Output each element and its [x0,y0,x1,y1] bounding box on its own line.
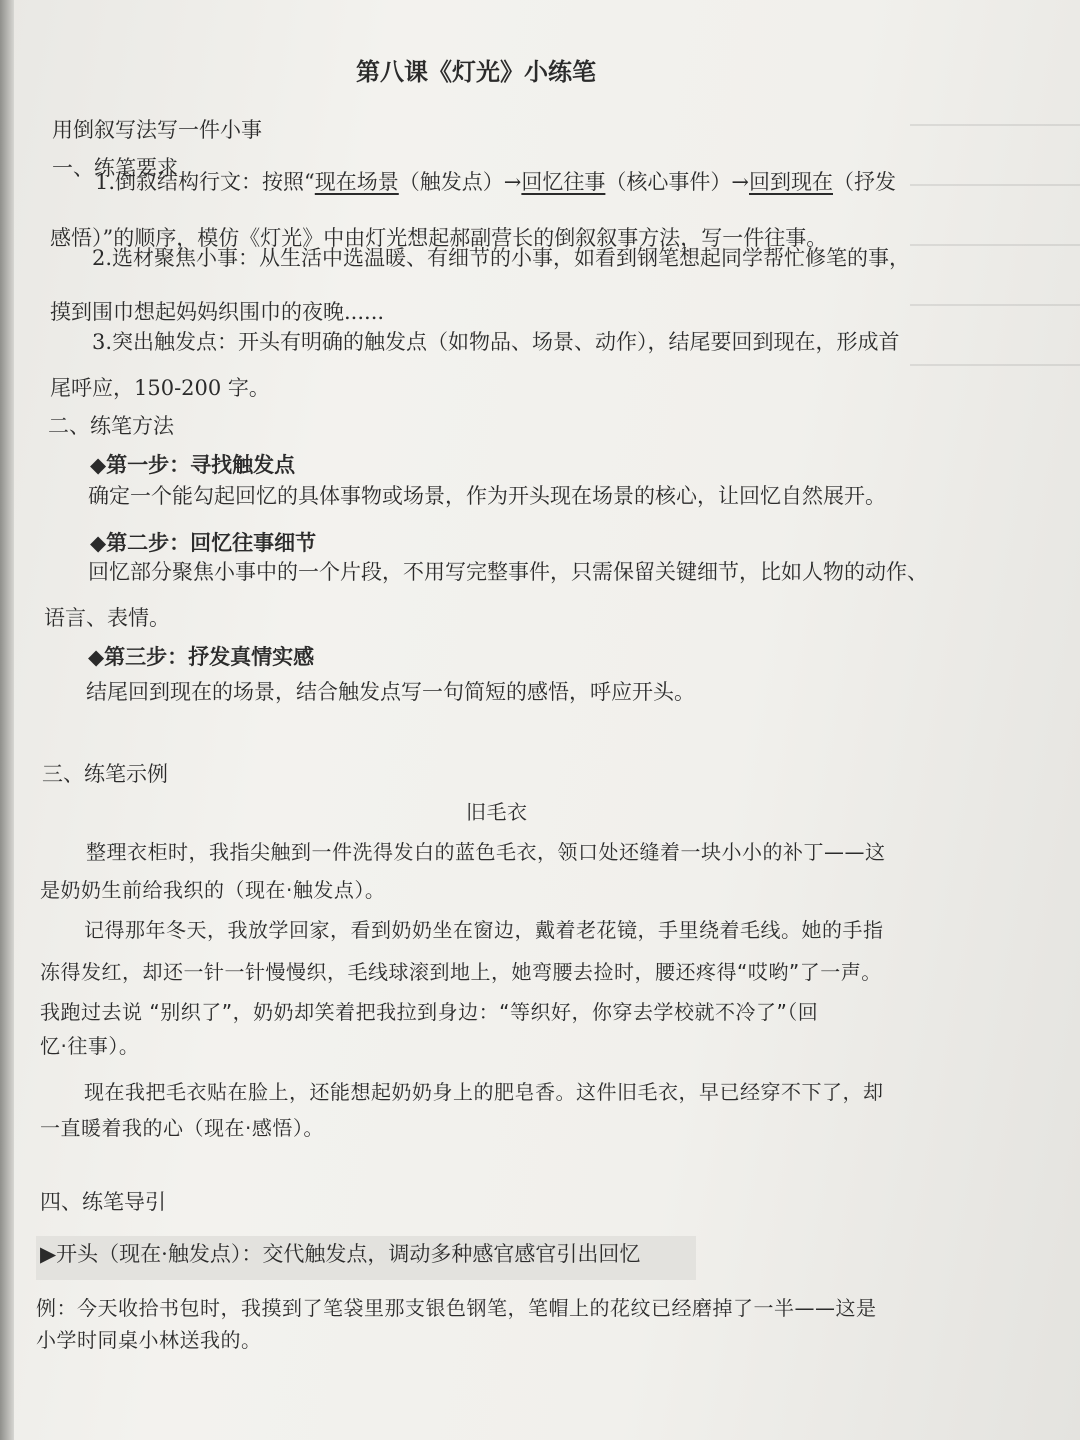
step-2-heading: ◆第二步：回忆往事细节 [90,530,317,555]
section-1-heading: 一、练笔要求 [52,156,178,180]
example-line-2: 小学时同桌小林送我的。 [36,1328,262,1352]
essay-title: 旧毛衣 [466,800,528,824]
requirement-2-line-1: 2.选材聚焦小事：从生活中选温暖、有细节的小事，如看到钢笔想起同学帮忙修笔的事， [92,246,911,270]
step-3-heading: ◆第三步：抒发真情实感 [88,644,315,669]
essay-paragraph-2-line-2: 冻得发红，却还一针一针慢慢织，毛线球滚到地上，她弯腰去捡时，腰还疼得“哎哟”了一声。 [40,960,882,984]
guide-line: ▶开头（现在·触发点）：交代触发点，调动多种感官感官引出回忆 [40,1242,641,1266]
requirement-1-underlined-return: 回到现在 [749,170,833,194]
requirement-3-line-2: 尾呼应，150-200 字。 [50,376,270,400]
essay-paragraph-1-line-2: 是奶奶生前给我织的（现在·触发点）。 [40,878,386,902]
page-title: 第八课《灯光》小练笔 [356,57,596,86]
section-3-heading: 三、练笔示例 [42,762,168,786]
section-4-heading: 四、练笔导引 [40,1190,166,1214]
section-2-heading: 二、练笔方法 [48,414,174,438]
requirement-1-line-2: 感悟）”的顺序，模仿《灯光》中由灯光想起郝副营长的倒叙叙事方法，写一件往事。 [50,226,828,250]
example-line-1: 例：今天收拾书包时，我摸到了笔袋里那支银色钢笔，笔帽上的花纹已经磨掉了一半——这是 [36,1296,877,1320]
step-2-text-line-1: 回忆部分聚焦小事中的一个片段，不用写完整事件，只需保留关键细节，比如人物的动作、 [88,560,928,584]
step-3-text: 结尾回到现在的场景，结合触发点写一句简短的感悟，呼应开头。 [86,680,695,704]
requirement-1-text-e: （核心事件）→ [605,170,749,194]
bleed-through-marks [910,90,1080,420]
requirement-1-text-a: 1.倒叙结构行文：按照“ [95,170,315,194]
step-1-heading: ◆第一步：寻找触发点 [90,452,296,477]
essay-paragraph-3-line-1: 现在我把毛衣贴在脸上，还能想起奶奶身上的肥皂香。这件旧毛衣，早已经穿不下了，却 [84,1080,884,1104]
essay-paragraph-2-line-3: 我跑过去说 “别织了”，奶奶却笑着把我拉到身边：“等织好，你穿去学校就不冷了”（回 [40,1000,819,1024]
requirement-1-underlined-memory: 回忆往事 [521,170,606,194]
requirement-1-text-g: （抒发 [833,170,896,194]
essay-paragraph-3-line-2: 一直暖着我的心（现在·感悟）。 [40,1116,324,1140]
essay-paragraph-1-line-1: 整理衣柜时，我指尖触到一件洗得发白的蓝色毛衣，领口处还缝着一块小小的补丁——这 [86,840,886,864]
page-edge-shadow [0,0,14,1440]
requirement-1-text-c: （触发点）→ [398,170,522,194]
page-subtitle: 用倒叙写法写一件小事 [52,118,262,142]
essay-paragraph-2-line-1: 记得那年冬天，我放学回家，看到奶奶坐在窗边，戴着老花镜，手里绕着毛线。她的手指 [84,918,884,942]
step-1-text: 确定一个能勾起回忆的具体事物或场景，作为开头现在场景的核心，让回忆自然展开。 [88,484,886,508]
requirement-1-line-1 [95,170,896,195]
requirement-3-line-1: 3.突出触发点：开头有明确的触发点（如物品、场景、动作），结尾要回到现在，形成首 [92,330,900,354]
essay-paragraph-2-line-4: 忆·往事）。 [40,1034,140,1058]
requirement-1-underlined-present: 现在场景 [314,170,399,194]
step-2-text-line-2: 语言、表情。 [44,606,170,630]
requirement-2-line-2: 摸到围巾想起妈妈织围巾的夜晚...... [50,300,385,324]
